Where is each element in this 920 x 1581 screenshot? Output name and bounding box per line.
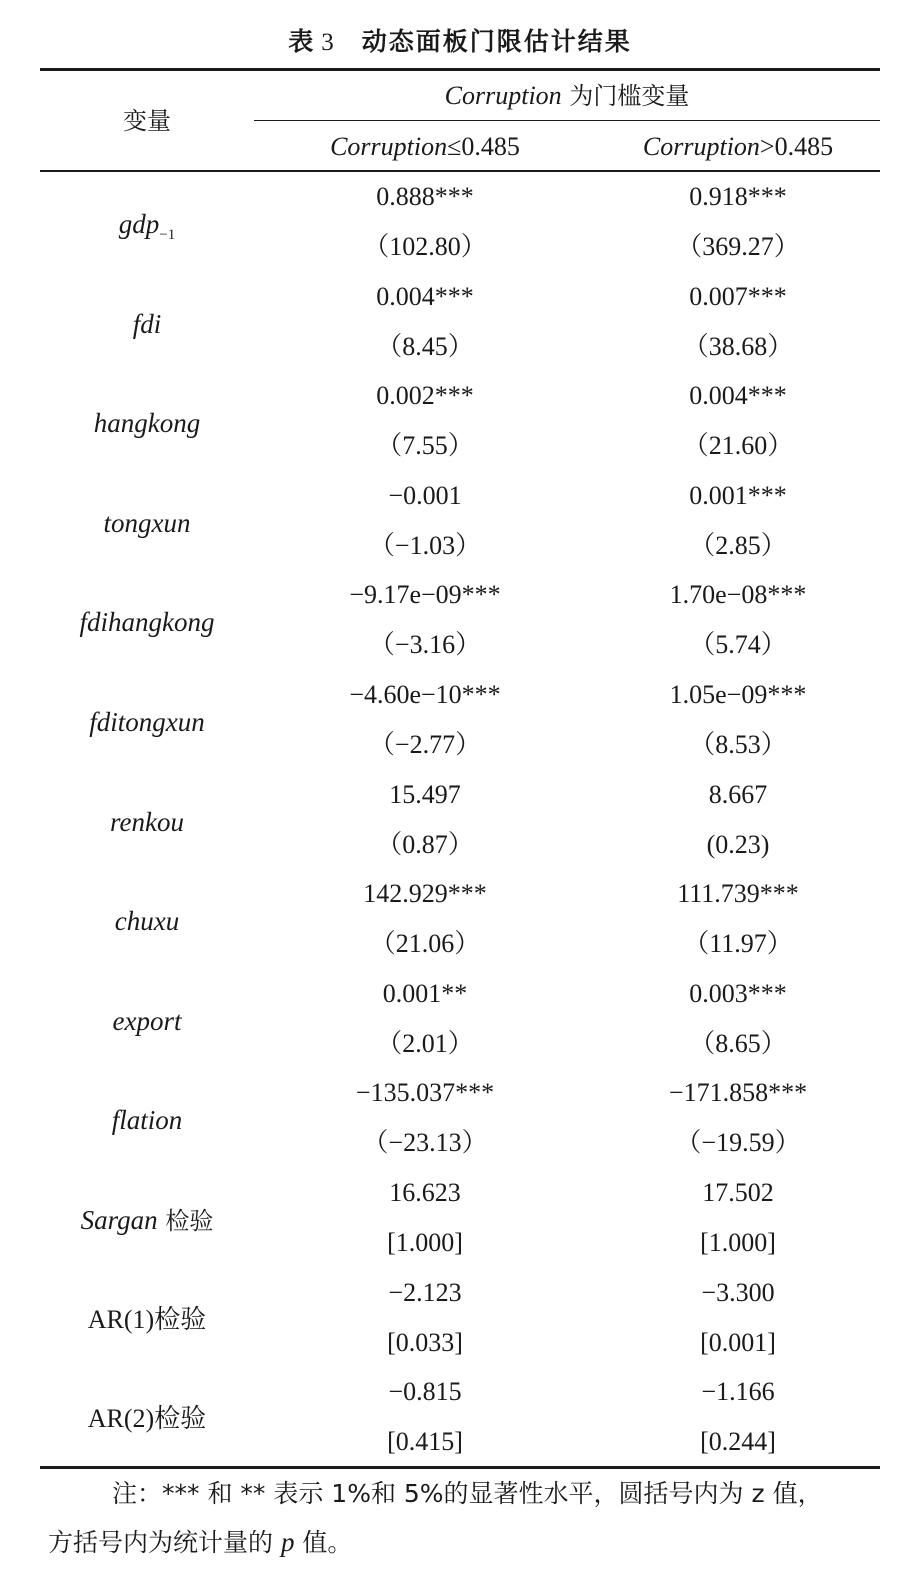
note-p: p <box>280 1527 295 1557</box>
row-variable <box>40 308 254 341</box>
statistic-cell: （38.68） <box>682 331 794 361</box>
row-variable <box>40 905 254 938</box>
row-variable-name: fditongxun <box>89 707 205 737</box>
coefficient-cell: 16.623 <box>389 1178 461 1207</box>
note-line-2-a: 方括号内为统计量的 <box>48 1528 281 1557</box>
statistic-cell: （−2.77） <box>368 730 482 759</box>
statistic-cell: （8.45） <box>376 331 474 361</box>
coefficient-cell: 0.004*** <box>376 281 474 311</box>
statistic-cell: （21.60） <box>682 431 794 461</box>
header-rule <box>40 170 880 172</box>
coefficient-cell: 1.70e−08*** <box>669 580 807 610</box>
row-variable-name: chuxu <box>114 906 180 937</box>
statistic-cell: （−3.16） <box>368 630 482 660</box>
row-variable <box>40 208 254 251</box>
row-variable-name: fdi <box>132 308 162 339</box>
table-number: 3 <box>321 29 336 56</box>
coefficient-cell: 142.929*** <box>363 879 487 909</box>
coefficient-cell: 0.007*** <box>689 281 787 311</box>
row-variable-name: fdihangkong <box>79 607 215 638</box>
row-variable-name: export <box>112 1005 182 1036</box>
coefficient-cell: −1.166 <box>701 1377 775 1407</box>
coefficient-cell: −4.60e−10*** <box>349 680 501 709</box>
row-variable-plain: AR(1)检验 <box>87 1304 207 1334</box>
coefficient-cell: 0.918*** <box>689 182 787 211</box>
row-variable-name: flation <box>111 1105 183 1136</box>
statistic-cell: （−19.59） <box>675 1128 801 1158</box>
coefficient-cell: −0.001 <box>388 480 462 510</box>
row-variable <box>40 1204 254 1237</box>
note-line-2 <box>48 1522 823 1563</box>
coefficient-cell: 0.001*** <box>689 480 787 510</box>
coefficient-cell: 0.001** <box>382 978 468 1008</box>
coefficient-cell: −171.858*** <box>668 1078 808 1108</box>
row-variable-suffix: 检验 <box>157 1207 214 1235</box>
statistic-cell: （7.55） <box>376 431 474 461</box>
row-variable-name: tongxun <box>103 507 191 538</box>
row-variable <box>40 806 254 839</box>
table-label: 表 <box>288 27 316 56</box>
statistic-cell: （369.27） <box>676 232 800 261</box>
table-title <box>0 22 920 58</box>
row-variable <box>40 1104 254 1137</box>
statistic-cell: （0.87） <box>376 829 474 859</box>
row-variable <box>40 1005 254 1038</box>
col1-var: Corruption <box>330 132 448 161</box>
statistic-cell: （8.65） <box>689 1028 787 1058</box>
col2-cond: >0.485 <box>759 132 834 161</box>
statistic-cell: [0.244] <box>700 1427 776 1457</box>
statistic-cell: [0.415] <box>387 1427 463 1457</box>
row-variable <box>40 606 254 639</box>
coefficient-cell: 0.004*** <box>689 381 787 411</box>
table-note <box>48 1474 823 1563</box>
group-rule <box>254 120 880 121</box>
note-line-1: 注：*** 和 ** 表示 1%和 5%的显著性水平，圆括号内为 z 值， <box>112 1479 823 1508</box>
coefficient-cell: 15.497 <box>389 779 461 809</box>
statistic-cell: （21.06） <box>369 929 481 959</box>
group-var: Corruption <box>444 81 562 110</box>
row-variable <box>40 407 254 440</box>
row-variable <box>40 706 254 739</box>
coefficient-cell: −9.17e−09*** <box>349 580 501 610</box>
row-variable-name: renkou <box>110 806 184 837</box>
bottom-rule <box>40 1466 880 1469</box>
coefficient-cell: −0.815 <box>388 1377 462 1407</box>
row-variable-name: gdp <box>118 209 160 239</box>
statistic-cell: [0.033] <box>387 1327 463 1357</box>
column-header-low <box>270 131 580 163</box>
row-variable-name: Sargan <box>80 1205 158 1235</box>
note-line-2-b: 值。 <box>294 1528 353 1557</box>
coefficient-cell: −2.123 <box>388 1277 462 1307</box>
statistic-cell: [0.001] <box>700 1327 776 1357</box>
coefficient-cell: 17.502 <box>702 1178 774 1207</box>
top-rule <box>40 68 880 71</box>
row-variable-subscript: −1 <box>159 227 176 244</box>
col2-var: Corruption <box>642 132 760 161</box>
coefficient-cell: 111.739*** <box>677 879 799 909</box>
column-header-high <box>580 131 896 163</box>
coefficient-cell: 0.003*** <box>689 978 787 1008</box>
statistic-cell: （2.85） <box>689 530 787 560</box>
statistic-cell: （2.01） <box>376 1028 474 1058</box>
col1-cond: ≤0.485 <box>447 132 520 161</box>
statistic-cell: （8.53） <box>689 730 787 759</box>
statistic-cell: （11.97） <box>683 929 793 959</box>
statistic-cell: [1.000] <box>387 1228 463 1257</box>
coefficient-cell: −135.037*** <box>355 1078 495 1108</box>
row-variable <box>40 1403 254 1435</box>
coefficient-cell: 1.05e−09*** <box>669 680 807 709</box>
coefficient-cell: 0.002*** <box>376 381 474 411</box>
table-caption: 动态面板门限估计结果 <box>361 27 632 56</box>
statistic-cell: （5.74） <box>689 630 787 660</box>
statistic-cell: [1.000] <box>700 1228 776 1257</box>
row-variable-plain: AR(2)检验 <box>87 1404 207 1434</box>
row-variable-name: hangkong <box>93 408 201 439</box>
statistic-cell: (0.23) <box>706 829 770 859</box>
variable-header: 变量 <box>123 107 171 135</box>
threshold-group-header <box>254 80 880 112</box>
statistic-cell: （102.80） <box>363 232 487 261</box>
coefficient-cell: 0.888*** <box>376 182 474 211</box>
statistic-cell: （−1.03） <box>368 530 482 560</box>
group-suffix: 为门槛变量 <box>561 82 690 110</box>
statistic-cell: （−23.13） <box>362 1128 488 1158</box>
row-variable <box>40 507 254 540</box>
coefficient-cell: 8.667 <box>708 779 768 809</box>
row-variable <box>40 1304 254 1336</box>
coefficient-cell: −3.300 <box>701 1277 775 1307</box>
